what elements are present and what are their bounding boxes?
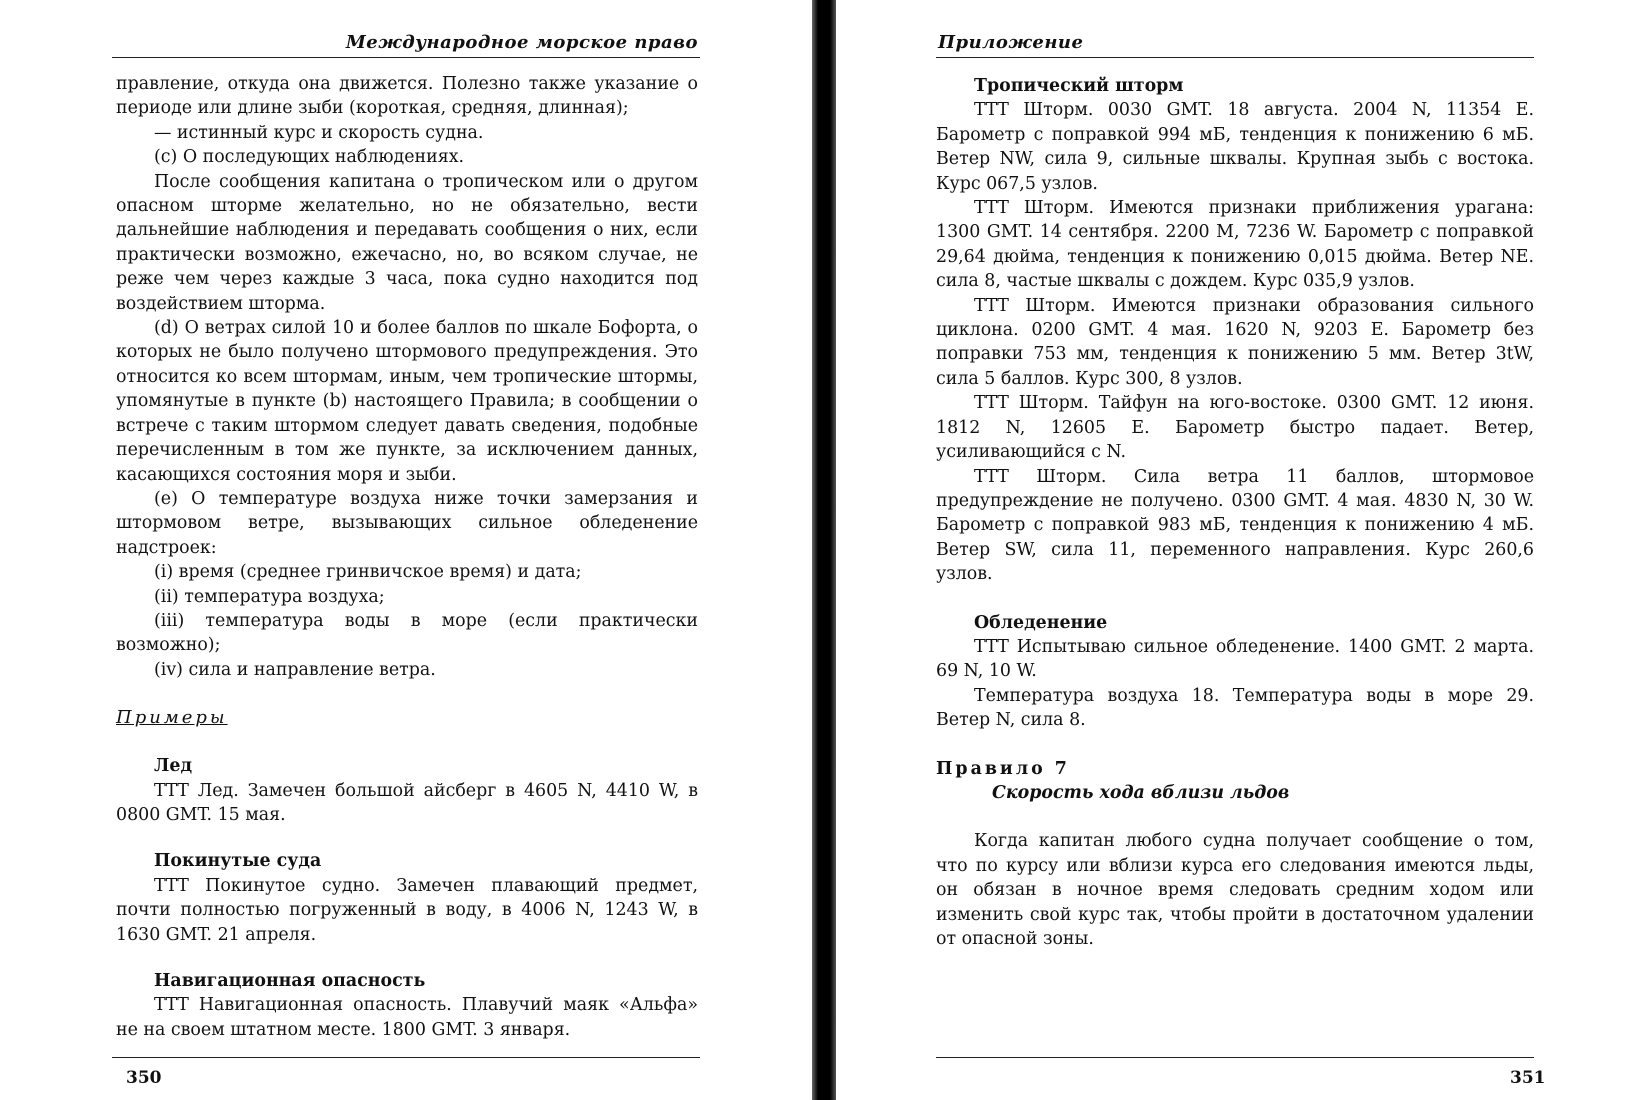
paragraph: ТТТ Испытываю сильное обледенение. 1400 GMT. 2 марта. 69 N, 10 W. (936, 636, 1534, 682)
section-text: ТТТ Покинутое судно. Замечен плавающий предмет, почти полностью погруженный в воду, в 4006 N, 1243 W, в 1630 GMT. 21 апреля. (116, 875, 698, 945)
section-text: ТТТ Навигационная опасность. Плавучий маяк «Альфа» не на своем штатном месте. 1800 GMT. 3 января. (116, 995, 698, 1040)
rule-title: Правило 7 (936, 758, 1070, 779)
left-page-text (116, 72, 698, 1042)
rule-subtitle: Скорость хода вблизи льдов (992, 782, 1290, 803)
footer-rule (936, 1057, 1534, 1058)
book-gutter (812, 0, 836, 1100)
paragraph: ТТТ Шторм. Сила ветра 11 баллов, штормовое предупреждение не получено. 0300 GMT. 4 мая. 4830 N, 30 W. Барометр с поправкой 983 мБ, тенденция к понижению 4 мБ. Ветер SW, сила 11, переменного направления. Курс 260,6 узлов. (936, 466, 1534, 585)
list-item: (iii) температура воды в море (если практически возможно); (116, 610, 698, 656)
paragraph: (е) О температуре воздуха ниже точки замерзания и штормовом ветре, вызывающих сильное обледенение надстроек: (116, 488, 698, 558)
section-heading: Покинутые суда (154, 851, 322, 872)
paragraph: — истинный курс и скорость судна. (154, 122, 484, 143)
list-item: (i) время (среднее гринвичское время) и дата; (154, 562, 582, 583)
examples-title: Примеры (116, 707, 228, 729)
paragraph: (с) О последующих наблюдениях. (154, 147, 465, 168)
paragraph: (d) О ветрах силой 10 и более баллов по шкале Бофорта, о которых не было получено штормового предупреждения. Это относится ко всем штормам, иным, чем тропические штормы, упомянутые в пункте (b) настоящего Правила; в сообщении о встрече с таким штормом следует давать сведения, подобные перечисленным в том же пункте, за исключением данных, касающихся состояния моря и зыби. (116, 318, 698, 485)
list-item: (ii) температура воздуха; (154, 586, 385, 607)
page-number: 350 (126, 1068, 162, 1088)
paragraph: После сообщения капитана о тропическом или о другом опасном шторме желательно, но не обязательно, вести дальнейшие наблюдения и передавать сообщения о них, если практически возможно, ежечасно, но, во всяком случае, не реже чем через каждые 3 часа, пока судно находится под воздействием шторма. (116, 171, 698, 314)
header-rule (936, 57, 1534, 58)
running-head: Международное морское право (345, 32, 698, 53)
list-item: (iv) сила и направление ветра. (154, 659, 436, 680)
paragraph: ТТТ Шторм. 0030 GMT. 18 августа. 2004 N, 11354 E. Барометр с поправкой 994 мБ, тенденция к понижению 6 мБ. Ветер NW, сила 9, сильные шквалы. Крупная зыбь с востока. Курс 067,5 узлов. (936, 100, 1534, 194)
paragraph: правление, откуда она движется. Полезно также указание о периоде или длине зыби (короткая, средняя, длинная); (116, 74, 698, 119)
running-head: Приложение (938, 32, 1084, 53)
right-page-text (936, 74, 1534, 951)
paragraph: ТТТ Шторм. Имеются признаки образования сильного циклона. 0200 GMT. 4 мая. 1620 N, 9203 E. Барометр без поправки 753 мм, тенденция к понижению 5 мм. Ветер 3tW, сила 5 баллов. Курс 300, 8 узлов. (936, 295, 1534, 389)
paragraph: ТТТ Шторм. Имеются признаки приближения урагана: 1300 GMT. 14 сентября. 2200 M, 7236 W. Барометр с поправкой 29,64 дюйма, тенденция к понижению 0,015 дюйма. Ветер NE. сила 8, частые шквалы с дождем. Курс 035,9 узлов. (936, 198, 1534, 292)
page-number: 351 (1510, 1068, 1546, 1088)
section-heading: Навигационная опасность (154, 971, 426, 991)
section-heading: Лед (154, 756, 193, 777)
section-text: ТТТ Лед. Замечен большой айсберг в 4605 N, 4410 W, в 0800 GMT. 15 мая. (116, 780, 698, 825)
paragraph: Когда капитан любого судна получает сообщение о том, что по курсу или вблизи курса его следования имеются льды, он обязан в ночное время следовать средним ходом или изменить свой курс так, чтобы пройти в достаточном удалении от опасной зоны. (936, 831, 1534, 949)
paragraph: Температура воздуха 18. Температура воды в море 29. Ветер N, сила 8. (936, 685, 1534, 731)
section-heading: Обледенение (974, 612, 1108, 633)
left-page (0, 0, 810, 1100)
right-page (848, 0, 1646, 1100)
section-heading: Тропический шторм (974, 76, 1184, 96)
header-rule (112, 57, 700, 58)
paragraph: ТТТ Шторм. Тайфун на юго-востоке. 0300 GMT. 12 июня. 1812 N, 12605 E. Барометр быстро падает. Ветер, усиливающийся с N. (936, 393, 1534, 463)
footer-rule (112, 1057, 700, 1058)
